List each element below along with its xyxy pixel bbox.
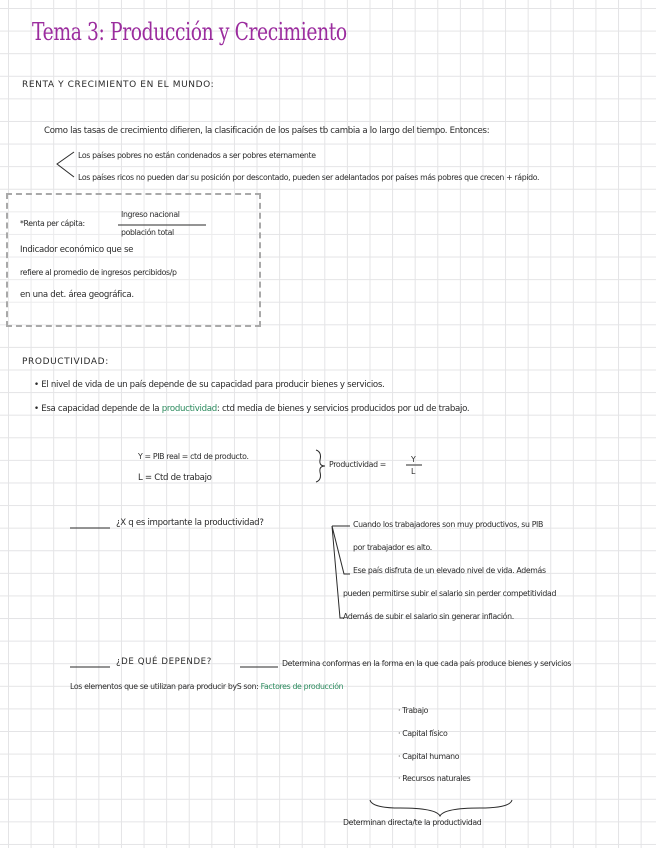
why-question: ¿X q es importante la productividad? bbox=[116, 518, 264, 528]
why-answer-1b: por trabajador es alto. bbox=[353, 543, 432, 552]
formula-label: Productividad = bbox=[329, 460, 386, 469]
renta-label: *Renta per cápita: bbox=[20, 219, 85, 228]
factors-brace bbox=[370, 800, 512, 816]
renta-numerator: Ingreso nacional bbox=[121, 210, 180, 219]
factor-item: · Capital humano bbox=[398, 752, 460, 761]
factor-item: · Recursos naturales bbox=[398, 774, 471, 783]
productividad-bullet-1: • El nivel de vida de un país depende de su capacidad para producir bienes y servicios. bbox=[34, 380, 385, 390]
why-branches bbox=[332, 526, 350, 618]
factor-item: · Trabajo bbox=[398, 706, 429, 715]
productividad-bullet-2: • Esa capacidad depende de la productividad: ctd media de bienes y servicios producidos por ud de trabajo. bbox=[34, 404, 470, 414]
box-line-1: Indicador económico que se bbox=[20, 245, 134, 255]
productividad-keyword: productividad bbox=[161, 404, 217, 414]
section-heading-productividad: PRODUCTIVIDAD: bbox=[22, 357, 109, 367]
depends-answer: Determina conformas en la forma en la que cada país produce bienes y servicios bbox=[282, 659, 572, 668]
factor-item: · Capital físico bbox=[398, 729, 448, 738]
definitions-brace bbox=[316, 450, 325, 482]
definition-y: Y = PIB real = ctd de producto. bbox=[138, 452, 249, 461]
depends-question: ¿DE QUÉ DEPENDE? bbox=[116, 657, 212, 667]
formula-denominator: L bbox=[411, 467, 415, 476]
bullet-1-text: El nivel de vida de un país depende de su capacidad para producir bienes y servicios. bbox=[41, 380, 385, 390]
box-line-2: refiere al promedio de ingresos percibidos/p bbox=[20, 268, 177, 277]
bullet-2-suffix: : ctd media de bienes y servicios producidos por ud de trabajo. bbox=[216, 404, 470, 414]
why-answer-2b: pueden permitirse subir el salario sin perder competitividad bbox=[343, 589, 557, 598]
bullet-rich-countries: Los países ricos no pueden dar su posición por descontado, pueden ser adelantados por países más pobres que crecen + rápido. bbox=[78, 173, 540, 182]
intro-text: Como las tasas de crecimiento difieren, la clasificación de los países tb cambia a lo largo del tiempo. Entonces: bbox=[44, 126, 490, 136]
bullet-2-prefix: Esa capacidad depende de la bbox=[41, 404, 160, 414]
bullet-bracket bbox=[57, 152, 74, 177]
conclusion: Determinan directa/te la productividad bbox=[343, 818, 482, 827]
why-answer-2: Ese país disfruta de un elevado nivel de vida. Además bbox=[353, 566, 546, 575]
why-answer-3: Además de subir el salario sin generar inflación. bbox=[343, 612, 514, 621]
renta-denominator: población total bbox=[121, 228, 174, 237]
depends-line-2-prefix: Los elementos que se utilizan para producir byS son: bbox=[70, 682, 259, 691]
factores-keyword: Factores de producción bbox=[260, 682, 344, 691]
why-answer-1: Cuando los trabajadores son muy productivos, su PIB bbox=[353, 520, 544, 529]
formula-numerator: Y bbox=[411, 455, 416, 464]
section-heading-renta: RENTA Y CRECIMIENTO EN EL MUNDO: bbox=[22, 80, 215, 90]
box-line-3: en una det. área geográfica. bbox=[20, 290, 134, 300]
page-title: Tema 3: Producción y Crecimiento bbox=[32, 18, 347, 46]
definition-l: L = Ctd de trabajo bbox=[138, 473, 212, 483]
bullet-poor-countries: Los países pobres no están condenados a ser pobres eternamente bbox=[78, 151, 316, 160]
